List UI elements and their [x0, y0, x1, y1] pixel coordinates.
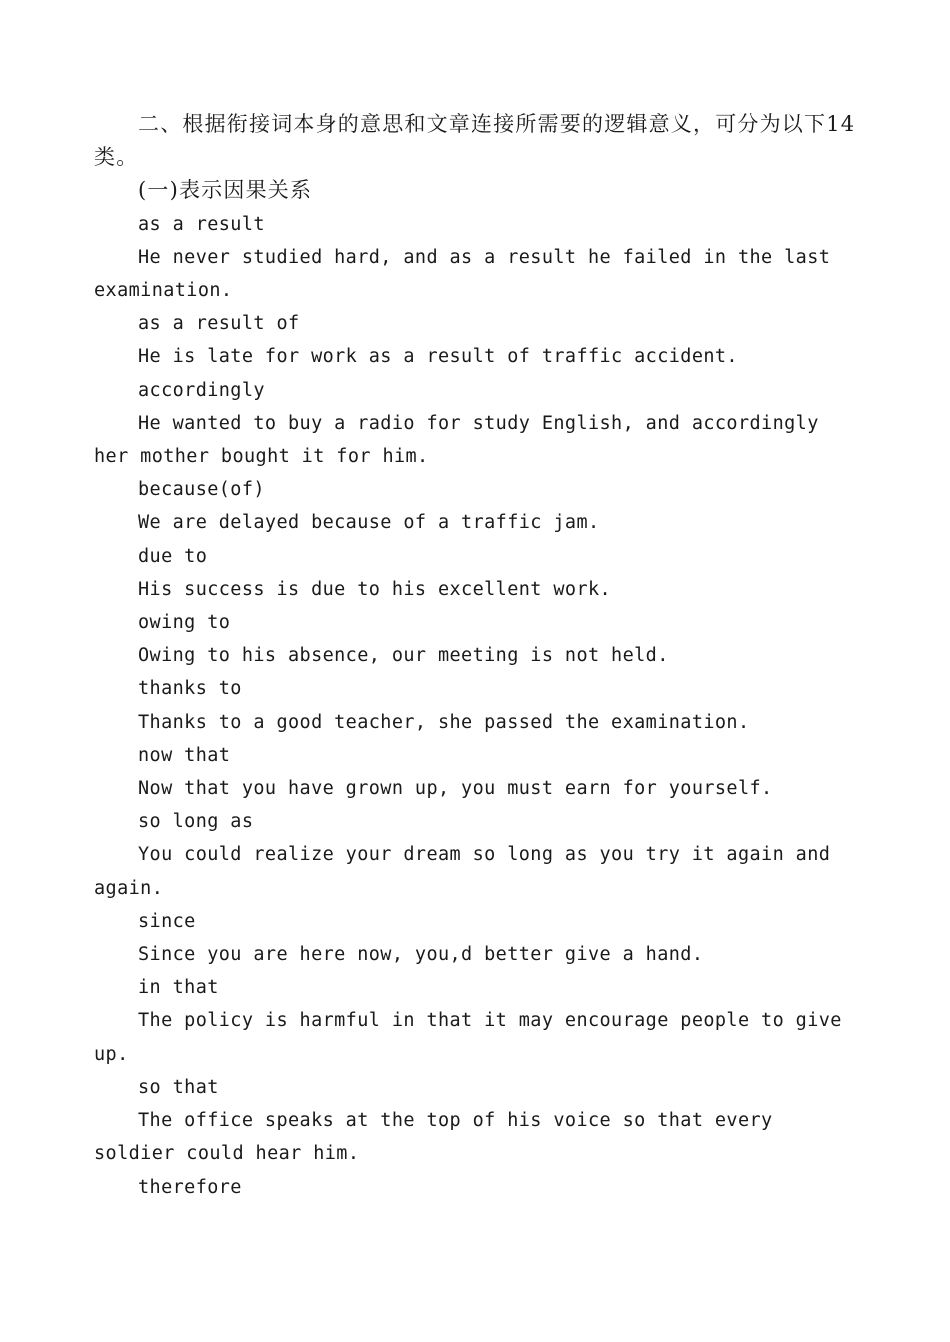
example-sentence: You could realize your dream so long as you try it again and again.: [94, 844, 831, 899]
term: so long as: [138, 811, 254, 833]
example-sentence: He never studied hard, and as a result he failed in the last examination.: [94, 246, 831, 302]
term: owing to: [138, 612, 231, 634]
example-sentence: He is late for work as a result of traffic accident.: [138, 346, 738, 368]
term: since: [138, 910, 196, 932]
term: accordingly: [138, 379, 265, 401]
example-sentence: His success is due to his excellent work.: [138, 578, 612, 600]
document-body: [94, 108, 856, 1204]
term: because(of): [138, 479, 265, 501]
term: in that: [138, 977, 219, 999]
example-sentence: The office speaks at the top of his voice so that every soldier could hear him.: [94, 1110, 773, 1165]
term: due to: [138, 545, 208, 567]
example-sentence: Since you are here now, you,d better give a hand.: [138, 944, 704, 966]
example-sentence: He wanted to buy a radio for study English, and accordingly her mother bought it for him.: [94, 412, 819, 468]
heading: 二、根据衔接词本身的意思和文章连接所需要的逻辑意义，可分为以下14类。: [94, 112, 856, 170]
example-sentence: Now that you have grown up, you must earn for yourself.: [138, 778, 773, 800]
term: now that: [138, 744, 231, 766]
term: thanks to: [138, 678, 242, 700]
example-sentence: Owing to his absence, our meeting is not held.: [138, 645, 669, 667]
term: as a result: [138, 213, 265, 235]
section-title: (一)表示因果关系: [138, 178, 313, 203]
example-sentence: The policy is harmful in that it may encourage people to give up.: [94, 1010, 842, 1065]
term: so that: [138, 1076, 219, 1098]
example-sentence: Thanks to a good teacher, she passed the examination.: [138, 711, 750, 733]
example-sentence: We are delayed because of a traffic jam.: [138, 512, 600, 534]
term: as a result of: [138, 313, 300, 335]
term: therefore: [138, 1176, 242, 1198]
